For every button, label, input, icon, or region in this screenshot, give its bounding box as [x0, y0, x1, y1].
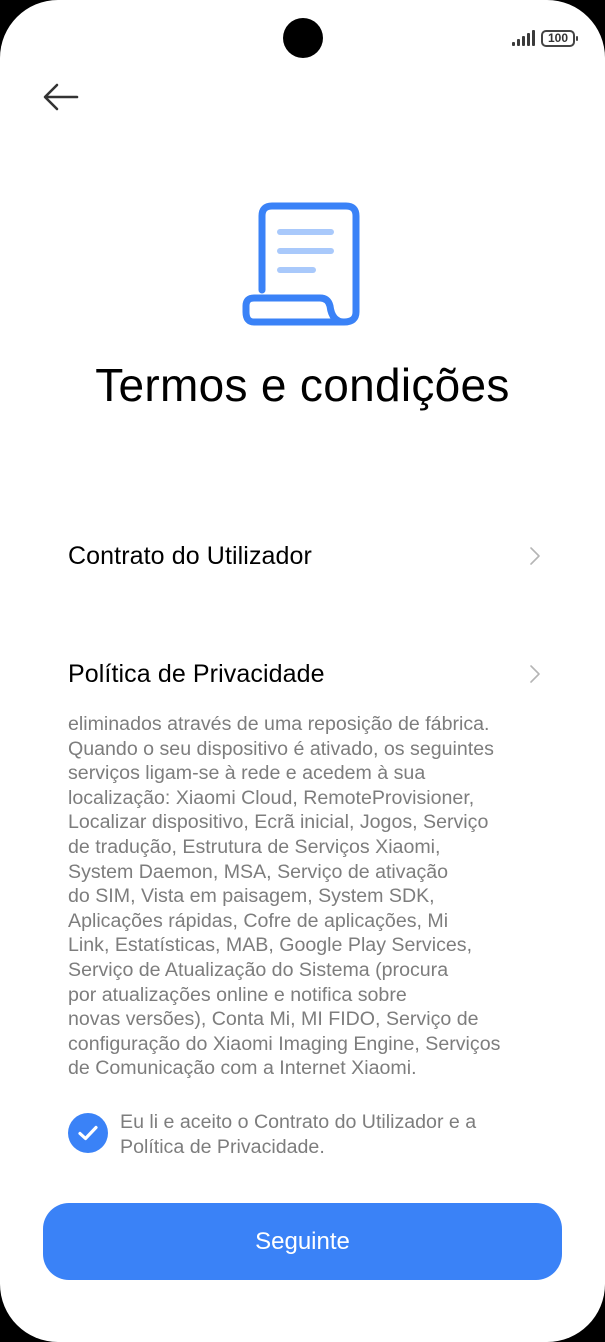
terms-line: configuração do Xiaomi Imaging Engine, Serviços [68, 1032, 501, 1055]
terms-line: Link, Estatísticas, MAB, Google Play Services, [68, 934, 473, 957]
terms-line: eliminados através de uma reposição de fábrica. [68, 716, 490, 735]
terms-line: serviços ligam-se à rede e acedem à sua [68, 762, 426, 785]
user-agreement-link[interactable] [68, 528, 541, 584]
terms-line: de Comunicação com a Internet Xiaomi. [68, 1057, 417, 1080]
terms-line: Aplicações rápidas, Cofre de aplicações, Mi [68, 909, 449, 932]
status-bar [512, 28, 575, 48]
terms-line: novas versões), Conta Mi, MI FIDO, Serviço de [68, 1008, 479, 1031]
terms-line: por atualizações online e notifica sobre [68, 983, 407, 1006]
back-button[interactable] [40, 80, 84, 114]
terms-line: System Daemon, MSA, Serviço de ativação [68, 860, 449, 883]
terms-line: Localizar dispositivo, Ecrã inicial, Jogos, Serviço [68, 811, 489, 834]
chevron-right-icon [529, 546, 541, 566]
consent-label: Eu li e aceito o Contrato do Utilizador e a Política de Privacidade. [120, 1111, 477, 1158]
privacy-policy-link[interactable] [68, 646, 541, 702]
page-title: Termos e condições [95, 359, 510, 411]
checkmark-icon [77, 1124, 99, 1142]
privacy-policy-label: Política de Privacidade [68, 659, 325, 688]
next-button[interactable]: Seguinte [43, 1203, 562, 1280]
arrow-left-icon [40, 80, 84, 114]
terms-line: Quando o seu dispositivo é ativado, os seguintes [68, 737, 494, 760]
signal-icon [512, 30, 535, 46]
consent-checkbox[interactable] [68, 1113, 108, 1153]
front-camera-cutout [283, 18, 323, 58]
battery-icon [541, 30, 575, 47]
battery-level: 100 [547, 30, 569, 45]
terms-line: do SIM, Vista em paisagem, System SDK, [68, 885, 435, 908]
terms-text [68, 716, 540, 1081]
terms-line: localização: Xiaomi Cloud, RemoteProvisioner, [68, 786, 475, 809]
consent-row[interactable] [68, 1110, 538, 1159]
document-scroll-icon [240, 200, 360, 328]
terms-scroll-area[interactable] [68, 716, 548, 1094]
chevron-right-icon [529, 664, 541, 684]
terms-line: de tradução, Estrutura de Serviços Xiaomi, [68, 835, 441, 858]
user-agreement-label: Contrato do Utilizador [68, 541, 312, 570]
terms-line: Serviço de Atualização do Sistema (procura [68, 958, 449, 981]
